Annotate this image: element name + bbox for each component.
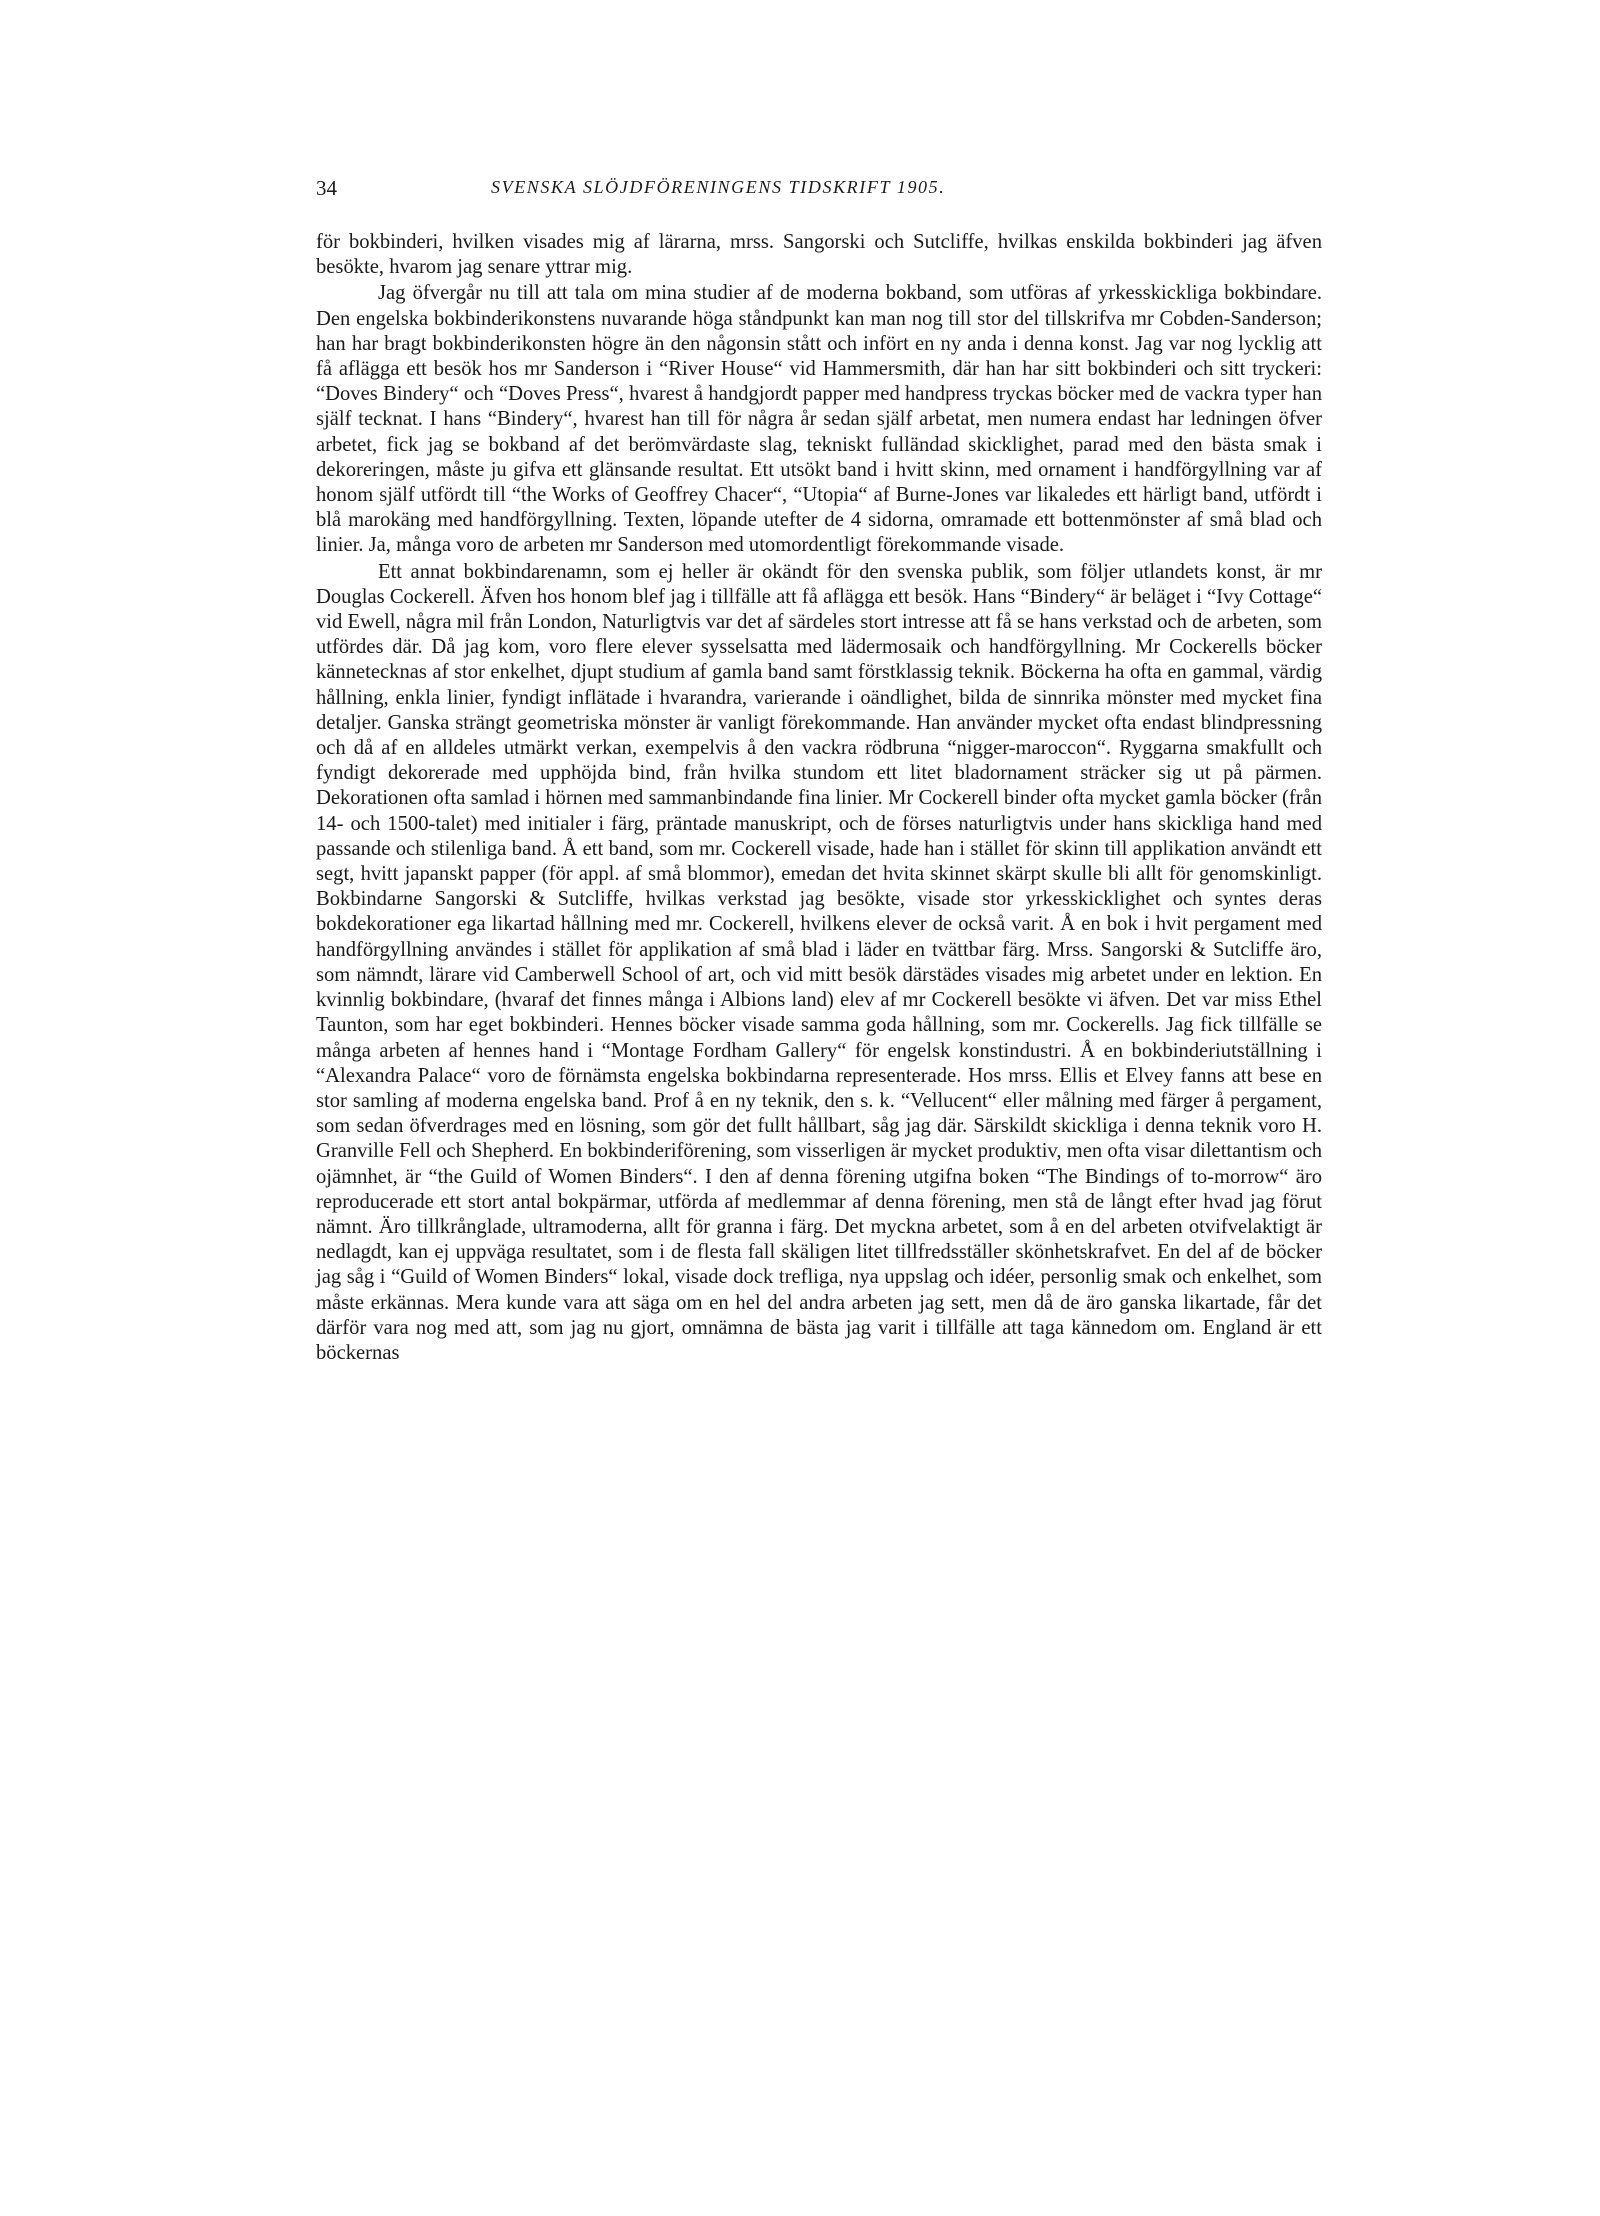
page-number: 34 — [316, 176, 337, 200]
body-text — [316, 230, 1322, 1366]
paragraph-continuation: för bokbinderi, hvilken visades mig af lärarna, mrss. Sangorski och Sutcliffe, hvilkas enskilda bokbinderi jag äfven besökte, hvarom jag senare yttrar mig. — [316, 231, 1322, 279]
paragraph-cockerell: Ett annat bokbindarenamn, som ej heller är okändt för den svenska publik, som följer utlandets konst, är mr Douglas Cockerell. Äfven hos honom blef jag i tillfälle att få aflägga ett besök. Hans “Bindery“ är beläget i “Ivy Cottage“ vid Ewell, några mil från London, Naturligtvis var det af särdeles stort intresse att få se hans verkstad och de arbeten, som utfördes där. Då jag kom, voro flere elever sysselsatta med lädermosaik och handförgyllning. Mr Cockerells böcker kännetecknas af stor enkelhet, djupt studium af gamla band samt förstklassig teknik. Böckerna ha ofta en gammal, värdig hållning, enkla linier, fyndigt inflätade i hvarandra, varierande i oändlighet, bilda de sinnrika mönster med mycket fina detaljer. Ganska strängt geometriska mönster är vanligt förekommande. Han använder mycket ofta endast blindpressning och då af en alldeles utmärkt verkan, exempelvis å den vackra rödbruna “nigger-maroccon“. Ryggarna smakfullt och fyndigt dekorerade med upphöjda bind, från hvilka stundom ett litet bladornament sträcker sig ut på pärmen. Dekorationen ofta samlad i hörnen med sammanbindande fina linier. Mr Cockerell binder ofta mycket gamla böcker (från 14- och 1500-talet) med initialer i färg, präntade manuskript, och de förses naturligtvis under hans skickliga hand med passande och stilenliga band. Å ett band, som mr. Cockerell visade, hade han i stället för skinn till applikation användt ett segt, hvitt japanskt papper (för appl. af små blommor), emedan det hvita skinnet skärpt skulle bli allt för genomskinligt. Bokbindarne Sangorski & Sutcliffe, hvilkas verkstad jag besökte, visade stor yrkesskicklighet och syntes deras bokdekorationer ega likartad hållning med mr. Cockerell, hvilkens elever de också varit. Å en bok i hvit pergament med handförgyllning användes i stället för applikation af små blad i läder en tvättbar färg. Mrss. Sangorski & Sutcliffe äro, som nämndt, lärare vid Camberwell School of art, och vid mitt besök därstädes visades mig arbetet under en lektion. En kvinnlig bokbindare, (hvaraf det finnes många i Albions land) elev af mr Cockerell besökte vi äfven. Det var miss Ethel Taunton, som har eget bokbinderi. Hennes böcker visade samma goda hållning, som mr. Cockerells. Jag fick tillfälle se många arbeten af hennes hand i “Montage Fordham Gallery“ för engelsk konstindustri. Å en bokbinderiutställning i “Alexandra Palace“ voro de förnämsta engelska bokbindarna representerade. Hos mrss. Ellis et Elvey fanns att bese en stor samling af moderna engelska band. Prof å en ny teknik, den s. k. “Vellucent“ eller målning med färger å pergament, som sedan öfverdrages med en lösning, som gör det fullt hållbart, såg jag där. Särskildt skickliga i denna teknik voro H. Granville Fell och Shepherd. En bokbinderiförening, som visserligen är mycket produktiv, men ofta visar dilettantism och ojämnhet, är “the Guild of Women Binders“. I den af denna förening utgifna boken “The Bindings of to-morrow“ äro reproducerade ett stort antal bokpärmar, utförda af medlemmar af denna förening, men stå de långt efter hvad jag förut nämnt. Äro tillkrånglade, ultramoderna, allt för granna i färg. Det myckna arbetet, som å en del arbeten otvifvelaktigt är nedlagdt, kan ej uppväga resultatet, som i de flesta fall skäligen litet tillfredsställer skönhetskrafvet. En del af de böcker jag såg i “Guild of Women Binders“ lokal, visade dock trefliga, nya uppslag och idéer, personlig smak och enkelhet, som måste erkännas. Mera kunde vara att säga om en hel del andra arbeten jag sett, men då de äro ganska likartade, får det därför vara nog med att, som jag nu gjort, omnämna de bästa jag varit i tillfälle att taga kännedom om. England är ett böckernas — [316, 560, 1322, 1364]
journal-title: SVENSKA SLÖJDFÖRENINGENS TIDSKRIFT 1905. — [491, 177, 946, 197]
running-head — [316, 176, 1322, 204]
paragraph-cobden-sanderson: Jag öfvergår nu till att tala om mina studier af de moderna bokband, som utföras af yrkesskickliga bokbindare. Den engelska bokbinderikonstens nuvarande höga ståndpunkt kan man nog till stor del tillskrifva mr Cobden-Sanderson; han har bragt bokbinderikonsten högre än den någonsin stått och infört en ny anda i denna konst. Jag var nog lycklig att få aflägga ett besök hos mr Sanderson i “River House“ vid Hammersmith, där han har sitt bokbinderi och sitt tryckeri: “Doves Bindery“ och “Doves Press“, hvarest å handgjordt papper med handpress tryckas böcker med de vackra typer han själf tecknat. I hans “Bindery“, hvarest han till för några år sedan själf arbetat, men numera endast har ledningen öfver arbetet, fick jag se bokband af det berömvärdaste slag, tekniskt fulländad skicklighet, parad med den bästa smak i dekoreringen, måste ju gifva ett glänsande resultat. Ett utsökt band i hvitt skinn, med ornament i handförgyllning var af honom själf utfördt till “the Works of Geoffrey Chacer“, “Utopia“ af Burne-Jones var likaledes ett härligt band, utfördt i blå marokäng med handförgyllning. Texten, löpande utefter de 4 sidorna, omramade ett bottenmönster af små blad och linier. Ja, många voro de arbeten mr Sanderson med utomordentligt förekommande visade. — [316, 282, 1322, 557]
document-page — [316, 176, 1322, 2076]
